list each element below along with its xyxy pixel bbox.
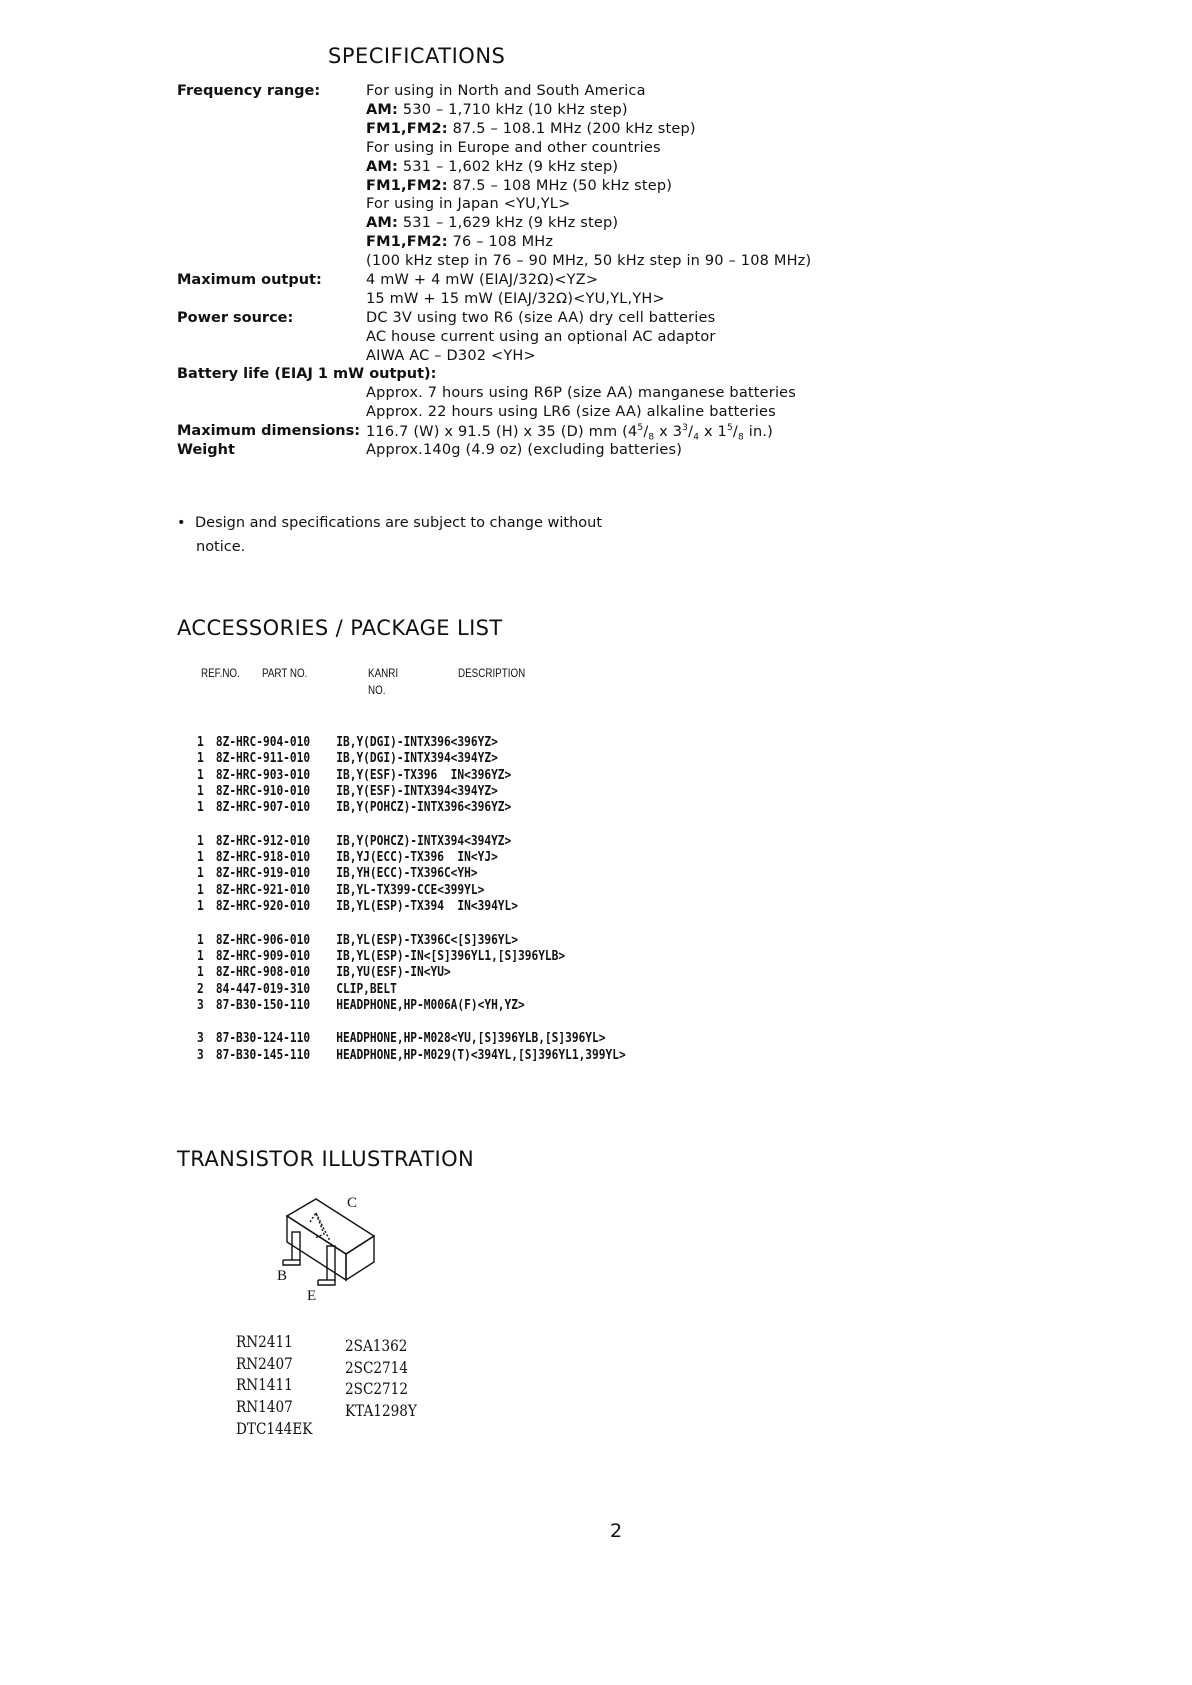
part-number: 8Z-HRC-918-010 <box>215 850 311 866</box>
part-number: 8Z-HRC-919-010 <box>215 866 311 882</box>
quantity: 1 <box>196 850 204 866</box>
quantity: 3 <box>196 1047 204 1063</box>
band-label: AM: <box>366 215 399 232</box>
transistor-type: 2SA1362 <box>345 1336 408 1355</box>
quantity: 1 <box>196 948 204 964</box>
frequency-text: 76 – 108 MHz <box>447 234 554 251</box>
frequency-text: For using in Japan <YU,YL> <box>366 196 571 213</box>
quantity: 1 <box>196 882 204 898</box>
frequency-text: 87.5 – 108 MHz (50 kHz step) <box>447 177 673 194</box>
description: IB,YL(ESP)-TX394 IN<394YL> <box>336 899 519 915</box>
description: HEADPHONE,HP-M006A(F)<YH,YZ> <box>336 997 525 1013</box>
quantity: 1 <box>196 735 204 750</box>
design-change-note <box>177 511 647 559</box>
battery-line-1: Approx. 7 hours using R6P (size AA) manganese batteries <box>366 385 797 401</box>
transistor-title: TRANSISTOR ILLUSTRATION <box>177 1147 475 1171</box>
quantity: 1 <box>196 899 204 915</box>
frequency-line <box>366 178 672 194</box>
band-label: AM: <box>366 101 399 118</box>
part-number: 8Z-HRC-912-010 <box>215 833 311 849</box>
part-number: 8Z-HRC-910-010 <box>215 784 311 800</box>
band-label: FM1,FM2: <box>366 234 448 251</box>
quantity: 1 <box>196 800 204 816</box>
part-number: 8Z-HRC-911-010 <box>215 751 311 767</box>
part-number: 8Z-HRC-906-010 <box>215 932 311 948</box>
part-number: 8Z-HRC-921-010 <box>215 882 311 898</box>
output-line-2: 15 mW + 15 mW (EIAJ/32Ω)<YU,YL,YH> <box>366 291 665 307</box>
part-number: 87-B30-150-110 <box>215 997 311 1013</box>
description: IB,Y(ESF)-INTX394<394YZ> <box>336 784 498 800</box>
transistor-type: 2SC2712 <box>345 1379 408 1399</box>
description: IB,YH(ECC)-TX396C<YH> <box>336 866 478 882</box>
ref-no-header: REF.NO. <box>201 666 240 680</box>
battery-line-2: Approx. 22 hours using LR6 (size AA) alkaline batteries <box>366 404 776 420</box>
transistor-type: DTC144EK <box>236 1418 313 1438</box>
transistor-type: RN2411 <box>236 1332 293 1351</box>
page-number: 2 <box>610 1520 623 1542</box>
transistor-type: RN1411 <box>236 1375 293 1395</box>
description: IB,YL-TX399-CCE<399YL> <box>336 882 485 898</box>
note-line-2: notice. <box>196 539 246 555</box>
transistor-type: KTA1298Y <box>345 1401 417 1421</box>
band-label: FM1,FM2: <box>366 177 448 194</box>
frequency-line <box>366 196 570 212</box>
part-number: 8Z-HRC-903-010 <box>215 767 311 783</box>
part-number: 8Z-HRC-904-010 <box>215 735 311 750</box>
part-number: 87-B30-145-110 <box>215 1047 311 1063</box>
description: IB,YJ(ECC)-TX396 IN<YJ> <box>336 850 498 866</box>
frequency-text: For using in Europe and other countries <box>366 139 661 156</box>
frequency-line <box>366 140 661 156</box>
frequency-text: 87.5 – 108.1 MHz (200 kHz step) <box>447 120 696 137</box>
frequency-text: 531 – 1,602 kHz (9 kHz step) <box>398 158 619 175</box>
frequency-line <box>366 253 811 269</box>
part-number: 84-447-019-310 <box>215 981 311 997</box>
bullet: • <box>177 515 186 531</box>
kanri-no-header: NO. <box>368 683 386 697</box>
power-source-label: Power source: <box>177 310 294 326</box>
description: HEADPHONE,HP-M028<YU,[S]396YLB,[S]396YL> <box>336 1031 606 1047</box>
battery-life-label: Battery life (EIAJ 1 mW output): <box>177 366 437 382</box>
quantity: 1 <box>196 833 204 849</box>
output-line-1: 4 mW + 4 mW (EIAJ/32Ω)<YZ> <box>366 272 599 288</box>
quantity: 1 <box>196 784 204 800</box>
quantity: 1 <box>196 767 204 783</box>
quantity: 2 <box>196 981 204 997</box>
description: IB,Y(DGI)-INTX394<394YZ> <box>336 751 498 767</box>
description: IB,YL(ESP)-TX396C<[S]396YL> <box>336 932 519 948</box>
weight-label: Weight <box>177 442 235 458</box>
frequency-text: (100 kHz step in 76 – 90 MHz, 50 kHz step in 90 – 108 MHz) <box>366 253 812 270</box>
accessories-title: ACCESSORIES / PACKAGE LIST <box>177 616 503 640</box>
description: CLIP,BELT <box>336 981 397 997</box>
quantity: 1 <box>196 866 204 882</box>
frequency-text: For using in North and South America <box>366 83 646 99</box>
power-line-2: AC house current using an optional AC adaptor <box>366 329 716 345</box>
power-line-3: AIWA AC – D302 <YH> <box>366 348 536 364</box>
frequency-line <box>366 215 618 231</box>
maximum-output-label: Maximum output: <box>177 272 322 288</box>
description: IB,Y(ESF)-TX396 IN<396YZ> <box>336 767 512 783</box>
part-number: 8Z-HRC-908-010 <box>215 965 311 981</box>
description: IB,Y(POHCZ)-INTX394<394YZ> <box>336 833 512 849</box>
transistor-type: 2SC2714 <box>345 1357 408 1377</box>
description: IB,YU(ESF)-IN<YU> <box>336 965 451 981</box>
description-header: DESCRIPTION <box>458 666 526 680</box>
power-line-1: DC 3V using two R6 (size AA) dry cell batteries <box>366 310 716 326</box>
frequency-text: 530 – 1,710 kHz (10 kHz step) <box>398 101 628 118</box>
collector-pin-label: C <box>347 1195 358 1211</box>
frequency-line <box>366 102 628 118</box>
transistor-type: RN2407 <box>236 1353 293 1373</box>
part-no-header: PART NO. <box>262 666 308 680</box>
quantity: 1 <box>196 965 204 981</box>
quantity: 1 <box>196 751 204 767</box>
dimensions-label: Maximum dimensions: <box>177 423 361 439</box>
description: IB,Y(DGI)-INTX396<396YZ> <box>336 735 498 750</box>
description: IB,YL(ESP)-IN<[S]396YL1,[S]396YLB> <box>336 948 566 964</box>
quantity: 3 <box>196 997 204 1013</box>
description: HEADPHONE,HP-M029(T)<394YL,[S]396YL1,399YL> <box>336 1047 626 1063</box>
part-number: 8Z-HRC-907-010 <box>215 800 311 816</box>
kanri-header: KANRI <box>368 666 399 680</box>
dimensions-value: 116.7 (W) x 91.5 (H) x 35 (D) mm ($4^5/_8$ x $3^3/_4$ x $1^5/_8$ in.) <box>366 423 774 443</box>
part-number: 8Z-HRC-909-010 <box>215 948 311 964</box>
weight-value: Approx.140g (4.9 oz) (excluding batteries) <box>366 442 683 458</box>
part-number: 87-B30-124-110 <box>215 1031 311 1047</box>
frequency-line <box>366 159 618 175</box>
quantity: 3 <box>196 1031 204 1047</box>
band-label: AM: <box>366 158 399 175</box>
part-number: 8Z-HRC-920-010 <box>215 899 311 915</box>
frequency-range-label: Frequency range: <box>177 83 321 99</box>
specifications-title: SPECIFICATIONS <box>328 44 506 68</box>
emitter-pin-label: E <box>307 1288 317 1304</box>
band-label: FM1,FM2: <box>366 120 448 137</box>
quantity: 1 <box>196 932 204 948</box>
description: IB,Y(POHCZ)-INTX396<396YZ> <box>336 800 512 816</box>
frequency-line <box>366 234 553 250</box>
note-line-1: Design and specifications are subject to change without <box>195 515 603 531</box>
frequency-line <box>366 121 696 137</box>
frequency-line <box>366 83 646 99</box>
base-pin-label: B <box>277 1268 288 1284</box>
transistor-type: RN1407 <box>236 1397 293 1417</box>
frequency-text: 531 – 1,629 kHz (9 kHz step) <box>398 215 619 232</box>
transistor-package-drawing <box>270 1192 390 1312</box>
